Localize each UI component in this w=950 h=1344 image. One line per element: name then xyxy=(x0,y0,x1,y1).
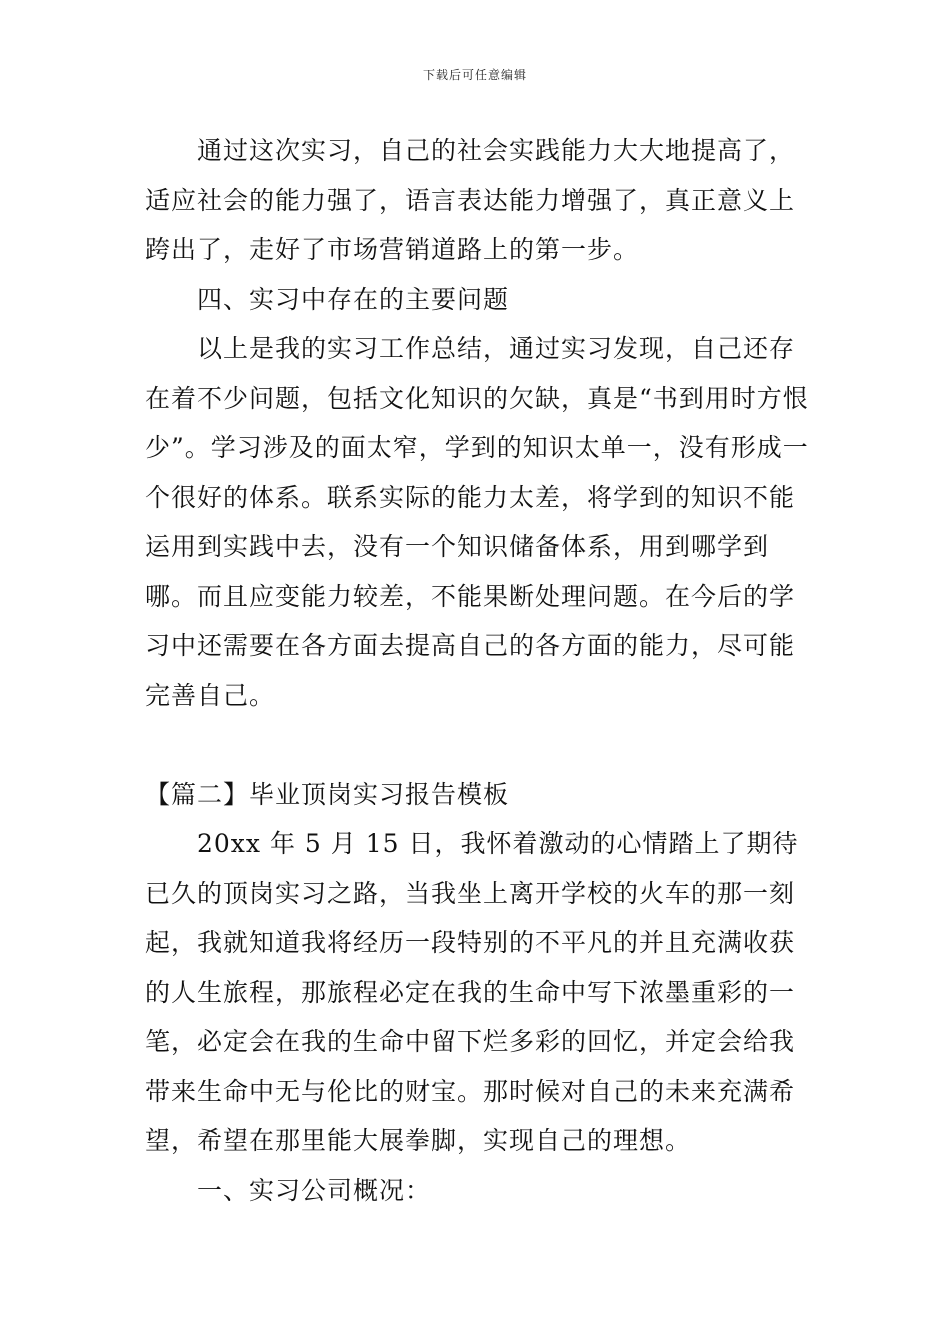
heading-main-problems: 四、实习中存在的主要问题 xyxy=(197,284,510,314)
document-body xyxy=(145,126,810,1215)
section-title: 【篇二】毕业顶岗实习报告模板 xyxy=(145,779,510,809)
page-header: 下载后可任意编辑 xyxy=(422,68,527,82)
paragraph-work-summary: 以上是我的实习工作总结，通过实习发现，自己还存在着不少问题，包括文化知识的欠缺，真是“书到用时方恨少”。学习涉及的面太窄，学到的知识太单一，没有形成一个很好的体系。联系实际的能力太差，将学到的知识不能运用到实践中去，没有一个知识储备体系，用到哪学到哪。而且应变能力较差，不能果断处理问题。在今后的学习中还需要在各方面去提高自己的各方面的能力，尽可能完善自己。 xyxy=(145,334,809,710)
paragraph-internship-start: 20xx 年 5 月 15 日，我怀着激动的心情踏上了期待已久的顶岗实习之路，当我坐上离开学校的火车的那一刻起，我就知道我将经历一段特别的不平凡的并且充满收获的人生旅程，那旅程必定在我的生命中写下浓墨重彩的一笔，必定会在我的生命中留下烂多彩的回忆，并定会给我带来生命中无与伦比的财宝。那时候对自己的未来充满希望，希望在那里能大展拳脚，实现自己的理想。 xyxy=(145,829,799,1155)
paragraph-practice-ability: 通过这次实习，自己的社会实践能力大大地提高了，适应社会的能力强了，语言表达能力增强了，真正意义上跨出了，走好了市场营销道路上的第一步。 xyxy=(145,136,796,264)
section-spacer xyxy=(145,720,810,770)
heading-company-overview: 一、实习公司概况： xyxy=(197,1175,432,1205)
